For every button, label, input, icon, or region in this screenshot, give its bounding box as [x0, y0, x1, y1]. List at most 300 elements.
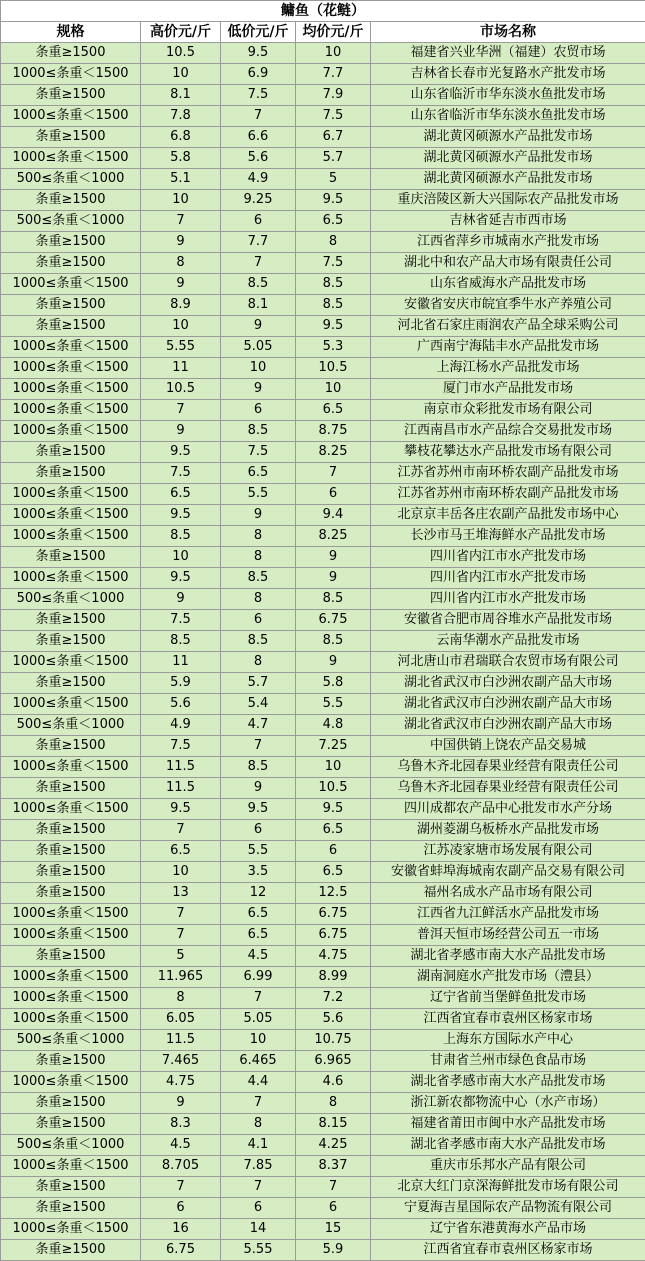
low-price-cell: 9 — [221, 778, 296, 799]
table-row — [1, 568, 645, 589]
low-price-cell: 7 — [221, 1093, 296, 1114]
low-price-cell: 6.465 — [221, 1051, 296, 1072]
market-cell: 乌鲁木齐北园春果业经营有限责任公司 — [371, 778, 645, 799]
market-cell: 北京京丰岳各庄农副产品批发市场中心 — [371, 505, 645, 526]
market-cell: 乌鲁木齐北园春果业经营有限责任公司 — [371, 757, 645, 778]
low-price-cell: 8.5 — [221, 757, 296, 778]
high-price-cell: 9 — [141, 1093, 221, 1114]
high-price-cell: 7.5 — [141, 463, 221, 484]
market-cell: 重庆涪陵区新大兴国际农产品批发市场 — [371, 190, 645, 211]
spec-cell: 1000≤条重＜1500 — [1, 64, 141, 85]
avg-price-cell: 7.5 — [296, 106, 371, 127]
high-price-cell: 10 — [141, 862, 221, 883]
market-cell: 四川省内江市水产批发市场 — [371, 547, 645, 568]
spec-cell: 1000≤条重＜1500 — [1, 799, 141, 820]
table-row — [1, 43, 645, 64]
table-row — [1, 442, 645, 463]
market-cell: 江西省九江鲜活水产品批发市场 — [371, 904, 645, 925]
spec-cell: 1000≤条重＜1500 — [1, 652, 141, 673]
high-price-cell: 7 — [141, 400, 221, 421]
high-price-cell: 5.1 — [141, 169, 221, 190]
spec-cell: 1000≤条重＜1500 — [1, 925, 141, 946]
table-row — [1, 1177, 645, 1198]
avg-price-cell: 6 — [296, 841, 371, 862]
spec-cell: 条重≥1500 — [1, 820, 141, 841]
spec-cell: 条重≥1500 — [1, 253, 141, 274]
high-price-cell: 5 — [141, 946, 221, 967]
avg-price-cell: 10 — [296, 379, 371, 400]
spec-cell: 1000≤条重＜1500 — [1, 526, 141, 547]
low-price-cell: 6.5 — [221, 904, 296, 925]
high-price-cell: 8 — [141, 988, 221, 1009]
low-price-cell: 6 — [221, 400, 296, 421]
header-high-price: 高价元/斤 — [141, 22, 221, 43]
low-price-cell: 7.5 — [221, 442, 296, 463]
spec-cell: 1000≤条重＜1500 — [1, 988, 141, 1009]
low-price-cell: 7 — [221, 736, 296, 757]
market-cell: 江西南昌市水产品综合交易批发市场 — [371, 421, 645, 442]
avg-price-cell: 4.6 — [296, 1072, 371, 1093]
market-cell: 长沙市马王堆海鲜水产品批发市场 — [371, 526, 645, 547]
high-price-cell: 7 — [141, 820, 221, 841]
table-row — [1, 85, 645, 106]
header-row — [1, 22, 645, 43]
high-price-cell: 8.3 — [141, 1114, 221, 1135]
spec-cell: 1000≤条重＜1500 — [1, 1009, 141, 1030]
high-price-cell: 8.705 — [141, 1156, 221, 1177]
header-market: 市场名称 — [371, 22, 645, 43]
market-cell: 南京市众彩批发市场有限公司 — [371, 400, 645, 421]
avg-price-cell: 8.5 — [296, 274, 371, 295]
table-row — [1, 757, 645, 778]
market-cell: 普洱天恒市场经营公司五一市场 — [371, 925, 645, 946]
low-price-cell: 9 — [221, 316, 296, 337]
high-price-cell: 10 — [141, 64, 221, 85]
market-cell: 湖北黄冈硕源水产品批发市场 — [371, 169, 645, 190]
avg-price-cell: 9 — [296, 568, 371, 589]
spec-cell: 1000≤条重＜1500 — [1, 106, 141, 127]
spec-cell: 条重≥1500 — [1, 127, 141, 148]
avg-price-cell: 10.75 — [296, 1030, 371, 1051]
low-price-cell: 6.9 — [221, 64, 296, 85]
spec-cell: 1000≤条重＜1500 — [1, 904, 141, 925]
market-cell: 江苏凌家塘市场发展有限公司 — [371, 841, 645, 862]
market-cell: 宁夏海吉星国际农产品物流有限公司 — [371, 1198, 645, 1219]
spec-cell: 条重≥1500 — [1, 946, 141, 967]
spec-cell: 1000≤条重＜1500 — [1, 505, 141, 526]
table-row — [1, 946, 645, 967]
market-cell: 辽宁省前当堡鲜鱼批发市场 — [371, 988, 645, 1009]
high-price-cell: 9.5 — [141, 568, 221, 589]
avg-price-cell: 6.7 — [296, 127, 371, 148]
spec-cell: 1000≤条重＜1500 — [1, 274, 141, 295]
spec-cell: 1000≤条重＜1500 — [1, 379, 141, 400]
low-price-cell: 8 — [221, 652, 296, 673]
market-cell: 福建省兴业华洲（福建）农贸市场 — [371, 43, 645, 64]
spec-cell: 条重≥1500 — [1, 610, 141, 631]
avg-price-cell: 7.25 — [296, 736, 371, 757]
low-price-cell: 8.5 — [221, 631, 296, 652]
high-price-cell: 11 — [141, 652, 221, 673]
avg-price-cell: 9.5 — [296, 316, 371, 337]
low-price-cell: 4.1 — [221, 1135, 296, 1156]
spec-cell: 条重≥1500 — [1, 463, 141, 484]
market-cell: 湖北中和农产品大市场有限责任公司 — [371, 253, 645, 274]
table-row — [1, 862, 645, 883]
market-cell: 上海东方国际水产中心 — [371, 1030, 645, 1051]
market-cell: 厦门市水产品批发市场 — [371, 379, 645, 400]
high-price-cell: 7.5 — [141, 736, 221, 757]
market-cell: 江西省宜春市袁州区杨家市场 — [371, 1240, 645, 1261]
table-row — [1, 1198, 645, 1219]
market-cell: 山东省威海水产品批发市场 — [371, 274, 645, 295]
table-row — [1, 652, 645, 673]
low-price-cell: 5.5 — [221, 841, 296, 862]
high-price-cell: 4.9 — [141, 715, 221, 736]
avg-price-cell: 8.75 — [296, 421, 371, 442]
header-spec: 规格 — [1, 22, 141, 43]
table-row — [1, 904, 645, 925]
avg-price-cell: 6.75 — [296, 610, 371, 631]
avg-price-cell: 4.75 — [296, 946, 371, 967]
spec-cell: 条重≥1500 — [1, 442, 141, 463]
table-row — [1, 484, 645, 505]
low-price-cell: 6 — [221, 610, 296, 631]
low-price-cell: 5.7 — [221, 673, 296, 694]
low-price-cell: 8.5 — [221, 568, 296, 589]
avg-price-cell: 8.25 — [296, 442, 371, 463]
high-price-cell: 10 — [141, 190, 221, 211]
table-row — [1, 169, 645, 190]
market-cell: 河北省石家庄雨润农产品全球采购公司 — [371, 316, 645, 337]
table-row — [1, 967, 645, 988]
market-cell: 四川省内江市水产批发市场 — [371, 568, 645, 589]
low-price-cell: 5.05 — [221, 1009, 296, 1030]
table-row — [1, 379, 645, 400]
table-row — [1, 64, 645, 85]
high-price-cell: 7 — [141, 211, 221, 232]
spec-cell: 条重≥1500 — [1, 631, 141, 652]
table-row — [1, 337, 645, 358]
high-price-cell: 6.75 — [141, 1240, 221, 1261]
market-cell: 北京大红门京深海鲜批发市场有限公司 — [371, 1177, 645, 1198]
avg-price-cell: 9.4 — [296, 505, 371, 526]
spec-cell: 条重≥1500 — [1, 43, 141, 64]
high-price-cell: 9 — [141, 274, 221, 295]
low-price-cell: 9.5 — [221, 799, 296, 820]
high-price-cell: 10.5 — [141, 43, 221, 64]
low-price-cell: 7 — [221, 988, 296, 1009]
header-low-price: 低价元/斤 — [221, 22, 296, 43]
market-cell: 湖北省武汉市白沙洲农副产品大市场 — [371, 715, 645, 736]
market-cell: 江西省萍乡市城南水产批发市场 — [371, 232, 645, 253]
low-price-cell: 5.55 — [221, 1240, 296, 1261]
low-price-cell: 8.5 — [221, 274, 296, 295]
market-cell: 湖北省孝感市南大水产品批发市场 — [371, 1072, 645, 1093]
low-price-cell: 3.5 — [221, 862, 296, 883]
table-row — [1, 1156, 645, 1177]
low-price-cell: 6 — [221, 1198, 296, 1219]
high-price-cell: 7 — [141, 1177, 221, 1198]
avg-price-cell: 4.25 — [296, 1135, 371, 1156]
low-price-cell: 7 — [221, 106, 296, 127]
market-cell: 江西省宜春市袁州区杨家市场 — [371, 1009, 645, 1030]
header-avg-price: 均价元/斤 — [296, 22, 371, 43]
spec-cell: 1000≤条重＜1500 — [1, 1156, 141, 1177]
table-row — [1, 463, 645, 484]
low-price-cell: 6 — [221, 820, 296, 841]
table-row — [1, 106, 645, 127]
avg-price-cell: 7 — [296, 1177, 371, 1198]
market-cell: 湖北黄冈硕源水产品批发市场 — [371, 148, 645, 169]
low-price-cell: 8 — [221, 547, 296, 568]
spec-cell: 条重≥1500 — [1, 1093, 141, 1114]
low-price-cell: 7 — [221, 1177, 296, 1198]
high-price-cell: 8.5 — [141, 526, 221, 547]
high-price-cell: 7.465 — [141, 1051, 221, 1072]
high-price-cell: 7 — [141, 925, 221, 946]
market-cell: 湖州菱湖乌板桥水产品批发市场 — [371, 820, 645, 841]
spec-cell: 条重≥1500 — [1, 673, 141, 694]
spec-cell: 500≤条重＜1000 — [1, 1135, 141, 1156]
spec-cell: 条重≥1500 — [1, 883, 141, 904]
table-row — [1, 1030, 645, 1051]
avg-price-cell: 7.7 — [296, 64, 371, 85]
avg-price-cell: 8.15 — [296, 1114, 371, 1135]
table-row — [1, 232, 645, 253]
table-row — [1, 148, 645, 169]
market-cell: 中国供销上饶农产品交易城 — [371, 736, 645, 757]
high-price-cell: 5.6 — [141, 694, 221, 715]
market-cell: 吉林省延吉市西市场 — [371, 211, 645, 232]
high-price-cell: 6.5 — [141, 841, 221, 862]
market-cell: 福州名成水产品市场有限公司 — [371, 883, 645, 904]
avg-price-cell: 7.2 — [296, 988, 371, 1009]
low-price-cell: 6.5 — [221, 463, 296, 484]
spec-cell: 1000≤条重＜1500 — [1, 148, 141, 169]
market-cell: 山东省临沂市华东淡水鱼批发市场 — [371, 106, 645, 127]
market-cell: 攀枝花攀达水产品批发市场有限公司 — [371, 442, 645, 463]
low-price-cell: 6.99 — [221, 967, 296, 988]
table-row — [1, 610, 645, 631]
avg-price-cell: 15 — [296, 1219, 371, 1240]
low-price-cell: 4.5 — [221, 946, 296, 967]
table-row — [1, 127, 645, 148]
high-price-cell: 8.5 — [141, 631, 221, 652]
avg-price-cell: 12.5 — [296, 883, 371, 904]
market-cell: 湖北省武汉市白沙洲农副产品大市场 — [371, 694, 645, 715]
table-row — [1, 1135, 645, 1156]
high-price-cell: 11.965 — [141, 967, 221, 988]
spec-cell: 条重≥1500 — [1, 190, 141, 211]
avg-price-cell: 5.5 — [296, 694, 371, 715]
table-row — [1, 820, 645, 841]
market-cell: 安徽省安庆市皖宜季牛水产养殖公司 — [371, 295, 645, 316]
spec-cell: 条重≥1500 — [1, 1051, 141, 1072]
low-price-cell: 10 — [221, 1030, 296, 1051]
table-row — [1, 736, 645, 757]
table-body — [1, 43, 645, 1261]
low-price-cell: 4.7 — [221, 715, 296, 736]
high-price-cell: 10.5 — [141, 379, 221, 400]
low-price-cell: 8 — [221, 589, 296, 610]
avg-price-cell: 6.5 — [296, 400, 371, 421]
high-price-cell: 10 — [141, 547, 221, 568]
spec-cell: 1000≤条重＜1500 — [1, 484, 141, 505]
table-row — [1, 715, 645, 736]
avg-price-cell: 9.5 — [296, 799, 371, 820]
low-price-cell: 8.1 — [221, 295, 296, 316]
spec-cell: 条重≥1500 — [1, 232, 141, 253]
high-price-cell: 11 — [141, 358, 221, 379]
avg-price-cell: 6.965 — [296, 1051, 371, 1072]
market-cell: 江苏省苏州市南环桥农副产品批发市场 — [371, 463, 645, 484]
low-price-cell: 7.7 — [221, 232, 296, 253]
spec-cell: 条重≥1500 — [1, 778, 141, 799]
low-price-cell: 6.6 — [221, 127, 296, 148]
market-cell: 安徽省合肥市周谷堆水产品批发市场 — [371, 610, 645, 631]
table-row — [1, 1093, 645, 1114]
high-price-cell: 9.5 — [141, 505, 221, 526]
avg-price-cell: 9.5 — [296, 190, 371, 211]
low-price-cell: 7.85 — [221, 1156, 296, 1177]
spec-cell: 500≤条重＜1000 — [1, 715, 141, 736]
low-price-cell: 8 — [221, 1114, 296, 1135]
table-row — [1, 631, 645, 652]
low-price-cell: 5.5 — [221, 484, 296, 505]
avg-price-cell: 10.5 — [296, 778, 371, 799]
market-cell: 福建省莆田市闽中水产品批发市场 — [371, 1114, 645, 1135]
table-row — [1, 799, 645, 820]
avg-price-cell: 8.5 — [296, 631, 371, 652]
market-cell: 上海江杨水产品批发市场 — [371, 358, 645, 379]
market-cell: 重庆市乐邦水产品有限公司 — [371, 1156, 645, 1177]
market-cell: 安徽省蚌埠海城南农副产品交易有限公司 — [371, 862, 645, 883]
table-row — [1, 589, 645, 610]
avg-price-cell: 8.5 — [296, 295, 371, 316]
high-price-cell: 9 — [141, 589, 221, 610]
avg-price-cell: 7.5 — [296, 253, 371, 274]
market-cell: 山东省临沂市华东淡水鱼批发市场 — [371, 85, 645, 106]
table-row — [1, 1051, 645, 1072]
spec-cell: 1000≤条重＜1500 — [1, 757, 141, 778]
avg-price-cell: 8 — [296, 1093, 371, 1114]
spec-cell: 1000≤条重＜1500 — [1, 337, 141, 358]
avg-price-cell: 5.6 — [296, 1009, 371, 1030]
table-row — [1, 1240, 645, 1261]
avg-price-cell: 8.99 — [296, 967, 371, 988]
table-row — [1, 1114, 645, 1135]
avg-price-cell: 6.5 — [296, 820, 371, 841]
low-price-cell: 5.6 — [221, 148, 296, 169]
market-cell: 四川成都农产品中心批发市水产分场 — [371, 799, 645, 820]
market-cell: 江苏省苏州市南环桥农副产品批发市场 — [371, 484, 645, 505]
low-price-cell: 7.5 — [221, 85, 296, 106]
spec-cell: 1000≤条重＜1500 — [1, 421, 141, 442]
high-price-cell: 6 — [141, 1198, 221, 1219]
market-cell: 湖北黄冈硕源水产品批发市场 — [371, 127, 645, 148]
high-price-cell: 4.75 — [141, 1072, 221, 1093]
high-price-cell: 5.9 — [141, 673, 221, 694]
low-price-cell: 14 — [221, 1219, 296, 1240]
avg-price-cell: 5.7 — [296, 148, 371, 169]
high-price-cell: 11.5 — [141, 1030, 221, 1051]
low-price-cell: 6.5 — [221, 925, 296, 946]
avg-price-cell: 9 — [296, 547, 371, 568]
table-row — [1, 505, 645, 526]
high-price-cell: 11.5 — [141, 778, 221, 799]
market-cell: 吉林省长春市光复路水产批发市场 — [371, 64, 645, 85]
spec-cell: 条重≥1500 — [1, 841, 141, 862]
avg-price-cell: 4.8 — [296, 715, 371, 736]
low-price-cell: 10 — [221, 358, 296, 379]
avg-price-cell: 7 — [296, 463, 371, 484]
avg-price-cell: 6.75 — [296, 925, 371, 946]
low-price-cell: 7 — [221, 253, 296, 274]
avg-price-cell: 8 — [296, 232, 371, 253]
spec-cell: 条重≥1500 — [1, 547, 141, 568]
market-cell: 甘肃省兰州市绿色食品市场 — [371, 1051, 645, 1072]
spec-cell: 1000≤条重＜1500 — [1, 1219, 141, 1240]
spec-cell: 1000≤条重＜1500 — [1, 1072, 141, 1093]
market-cell: 湖北省孝感市南大水产品批发市场 — [371, 946, 645, 967]
low-price-cell: 4.9 — [221, 169, 296, 190]
low-price-cell: 4.4 — [221, 1072, 296, 1093]
title-row — [1, 1, 645, 22]
avg-price-cell: 9 — [296, 652, 371, 673]
avg-price-cell: 5.9 — [296, 1240, 371, 1261]
spec-cell: 条重≥1500 — [1, 1198, 141, 1219]
high-price-cell: 8.1 — [141, 85, 221, 106]
high-price-cell: 9.5 — [141, 442, 221, 463]
table-row — [1, 421, 645, 442]
spec-cell: 1000≤条重＜1500 — [1, 967, 141, 988]
spec-cell: 1000≤条重＜1500 — [1, 694, 141, 715]
spec-cell: 条重≥1500 — [1, 295, 141, 316]
high-price-cell: 5.8 — [141, 148, 221, 169]
market-cell: 四川省内江市水产批发市场 — [371, 589, 645, 610]
market-cell: 河北唐山市君瑞联合农贸市场有限公司 — [371, 652, 645, 673]
spec-cell: 条重≥1500 — [1, 736, 141, 757]
high-price-cell: 7 — [141, 904, 221, 925]
table-row — [1, 883, 645, 904]
high-price-cell: 6.8 — [141, 127, 221, 148]
high-price-cell: 8.9 — [141, 295, 221, 316]
avg-price-cell: 10 — [296, 757, 371, 778]
low-price-cell: 8 — [221, 526, 296, 547]
avg-price-cell: 6.5 — [296, 862, 371, 883]
avg-price-cell: 8.5 — [296, 589, 371, 610]
table-row — [1, 295, 645, 316]
avg-price-cell: 6.5 — [296, 211, 371, 232]
table-row — [1, 925, 645, 946]
table-row — [1, 841, 645, 862]
spec-cell: 500≤条重＜1000 — [1, 211, 141, 232]
table-row — [1, 274, 645, 295]
low-price-cell: 9.5 — [221, 43, 296, 64]
table-row — [1, 988, 645, 1009]
high-price-cell: 7.5 — [141, 610, 221, 631]
avg-price-cell: 6 — [296, 1198, 371, 1219]
spec-cell: 条重≥1500 — [1, 316, 141, 337]
spec-cell: 条重≥1500 — [1, 1114, 141, 1135]
table-row — [1, 547, 645, 568]
avg-price-cell: 5.3 — [296, 337, 371, 358]
low-price-cell: 9 — [221, 379, 296, 400]
spec-cell: 1000≤条重＜1500 — [1, 358, 141, 379]
high-price-cell: 7.8 — [141, 106, 221, 127]
avg-price-cell: 5 — [296, 169, 371, 190]
